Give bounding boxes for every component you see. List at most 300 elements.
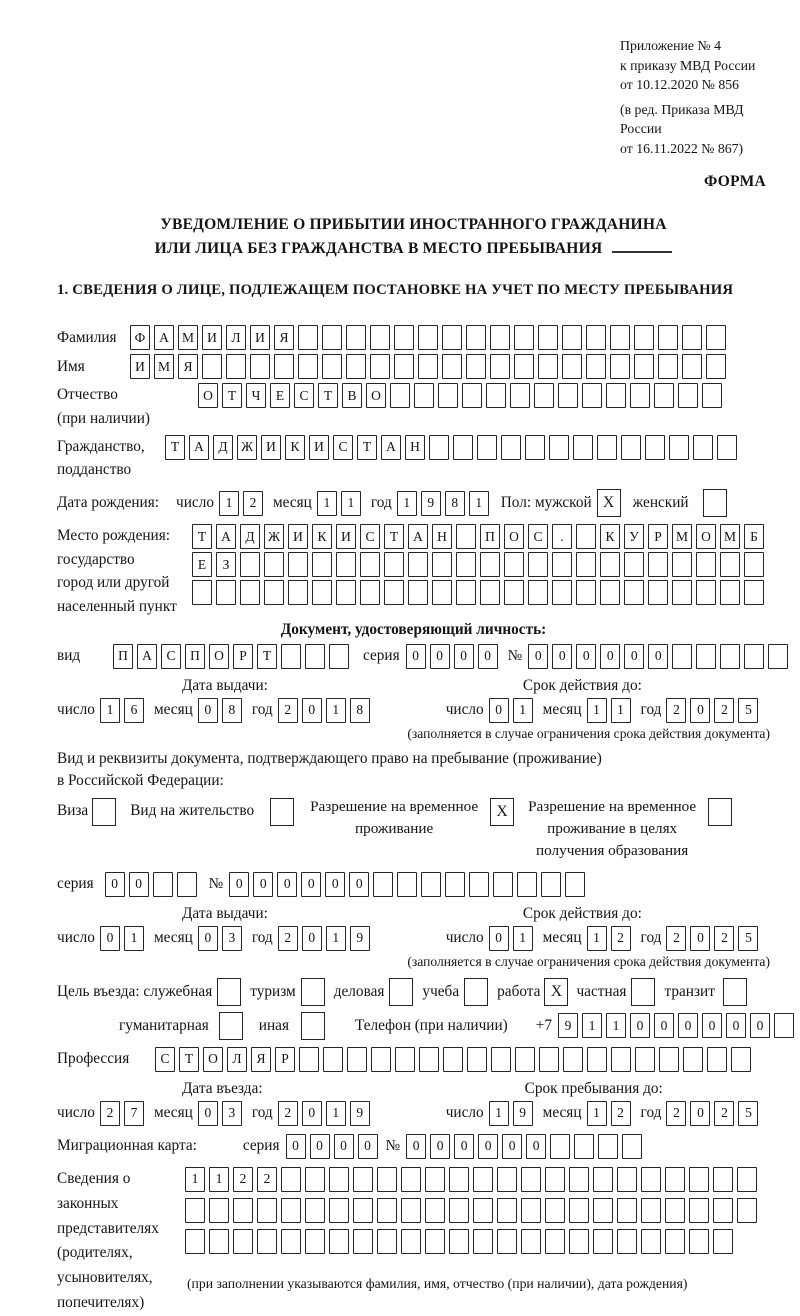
char-box[interactable] <box>576 580 596 605</box>
char-box[interactable]: 1 <box>326 698 346 723</box>
char-box[interactable] <box>517 872 537 897</box>
char-box[interactable] <box>606 383 626 408</box>
char-box[interactable] <box>250 354 270 379</box>
char-box[interactable] <box>534 383 554 408</box>
char-box[interactable] <box>693 435 713 460</box>
char-box[interactable] <box>682 354 702 379</box>
char-box[interactable]: П <box>185 644 205 669</box>
char-box[interactable] <box>490 354 510 379</box>
purpose-transit-checkbox[interactable] <box>723 978 747 1006</box>
char-box[interactable] <box>312 580 332 605</box>
char-box[interactable] <box>449 1167 469 1192</box>
char-box[interactable] <box>299 1047 319 1072</box>
char-box[interactable] <box>550 1134 570 1159</box>
visa-checkbox[interactable] <box>92 798 116 826</box>
char-box[interactable] <box>329 1229 349 1254</box>
char-box[interactable] <box>562 325 582 350</box>
char-box[interactable]: 0 <box>253 872 273 897</box>
char-box[interactable] <box>491 1047 511 1072</box>
char-box[interactable] <box>456 580 476 605</box>
char-box[interactable]: 0 <box>528 644 548 669</box>
char-box[interactable] <box>233 1198 253 1223</box>
char-box[interactable]: 0 <box>702 1013 722 1038</box>
char-box[interactable]: 0 <box>726 1013 746 1038</box>
char-box[interactable] <box>346 354 366 379</box>
char-box[interactable]: 0 <box>198 926 218 951</box>
char-box[interactable]: 0 <box>489 698 509 723</box>
char-box[interactable] <box>153 872 173 897</box>
residence-permit-checkbox[interactable] <box>270 798 294 826</box>
char-box[interactable] <box>501 435 521 460</box>
char-box[interactable]: 0 <box>129 872 149 897</box>
char-box[interactable] <box>414 383 434 408</box>
char-box[interactable] <box>473 1198 493 1223</box>
char-box[interactable]: А <box>408 524 428 549</box>
char-box[interactable] <box>486 383 506 408</box>
char-box[interactable] <box>706 325 726 350</box>
char-box[interactable]: 2 <box>714 926 734 951</box>
char-box[interactable] <box>696 644 716 669</box>
char-box[interactable] <box>394 325 414 350</box>
char-box[interactable]: 1 <box>587 926 607 951</box>
char-box[interactable] <box>538 325 558 350</box>
char-box[interactable] <box>569 1198 589 1223</box>
char-box[interactable] <box>514 354 534 379</box>
char-box[interactable] <box>432 580 452 605</box>
char-box[interactable] <box>720 552 740 577</box>
char-box[interactable]: Ф <box>130 325 150 350</box>
char-box[interactable] <box>360 580 380 605</box>
char-box[interactable]: 0 <box>198 698 218 723</box>
char-box[interactable] <box>192 580 212 605</box>
char-box[interactable] <box>288 580 308 605</box>
char-box[interactable]: 1 <box>326 926 346 951</box>
char-box[interactable] <box>264 552 284 577</box>
char-box[interactable]: Т <box>384 524 404 549</box>
char-box[interactable] <box>442 354 462 379</box>
char-box[interactable] <box>418 354 438 379</box>
char-box[interactable]: 1 <box>326 1101 346 1126</box>
char-box[interactable]: А <box>137 644 157 669</box>
char-box[interactable] <box>737 1198 757 1223</box>
char-box[interactable]: Я <box>274 325 294 350</box>
char-box[interactable] <box>353 1229 373 1254</box>
char-box[interactable]: И <box>288 524 308 549</box>
char-box[interactable] <box>408 580 428 605</box>
char-box[interactable]: 0 <box>302 926 322 951</box>
char-box[interactable] <box>281 644 301 669</box>
char-box[interactable] <box>545 1198 565 1223</box>
char-box[interactable] <box>672 580 692 605</box>
char-box[interactable] <box>504 580 524 605</box>
char-box[interactable]: 9 <box>421 491 441 516</box>
char-box[interactable]: 1 <box>606 1013 626 1038</box>
char-box[interactable] <box>545 1167 565 1192</box>
char-box[interactable] <box>490 325 510 350</box>
char-box[interactable]: 0 <box>358 1134 378 1159</box>
char-box[interactable] <box>611 1047 631 1072</box>
char-box[interactable] <box>281 1167 301 1192</box>
char-box[interactable]: 1 <box>611 698 631 723</box>
char-box[interactable]: И <box>309 435 329 460</box>
char-box[interactable]: 2 <box>243 491 263 516</box>
char-box[interactable] <box>696 552 716 577</box>
char-box[interactable]: 0 <box>552 644 572 669</box>
char-box[interactable] <box>634 325 654 350</box>
char-box[interactable]: 7 <box>124 1101 144 1126</box>
char-box[interactable]: 9 <box>558 1013 578 1038</box>
char-box[interactable] <box>552 580 572 605</box>
char-box[interactable]: 0 <box>277 872 297 897</box>
char-box[interactable]: 0 <box>105 872 125 897</box>
char-box[interactable]: 5 <box>738 698 758 723</box>
char-box[interactable]: Т <box>357 435 377 460</box>
char-box[interactable]: 2 <box>278 698 298 723</box>
char-box[interactable]: А <box>189 435 209 460</box>
char-box[interactable] <box>377 1198 397 1223</box>
char-box[interactable] <box>586 325 606 350</box>
purpose-humanitarian-checkbox[interactable] <box>219 1012 243 1040</box>
char-box[interactable] <box>696 580 716 605</box>
char-box[interactable] <box>538 354 558 379</box>
char-box[interactable]: Я <box>178 354 198 379</box>
char-box[interactable]: Т <box>257 644 277 669</box>
char-box[interactable]: 1 <box>489 1101 509 1126</box>
char-box[interactable] <box>264 580 284 605</box>
char-box[interactable]: 0 <box>301 872 321 897</box>
char-box[interactable]: 1 <box>469 491 489 516</box>
char-box[interactable] <box>353 1167 373 1192</box>
char-box[interactable]: Л <box>227 1047 247 1072</box>
char-box[interactable] <box>659 1047 679 1072</box>
char-box[interactable] <box>713 1167 733 1192</box>
char-box[interactable] <box>689 1198 709 1223</box>
char-box[interactable] <box>645 435 665 460</box>
char-box[interactable] <box>467 1047 487 1072</box>
char-box[interactable] <box>421 872 441 897</box>
char-box[interactable]: М <box>178 325 198 350</box>
char-box[interactable]: 2 <box>666 926 686 951</box>
char-box[interactable] <box>323 1047 343 1072</box>
char-box[interactable]: 2 <box>100 1101 120 1126</box>
char-box[interactable] <box>539 1047 559 1072</box>
char-box[interactable] <box>641 1198 661 1223</box>
char-box[interactable] <box>641 1229 661 1254</box>
char-box[interactable]: 1 <box>209 1167 229 1192</box>
char-box[interactable]: О <box>203 1047 223 1072</box>
char-box[interactable] <box>610 354 630 379</box>
char-box[interactable]: 0 <box>430 644 450 669</box>
char-box[interactable] <box>665 1167 685 1192</box>
char-box[interactable] <box>593 1198 613 1223</box>
char-box[interactable]: 0 <box>302 698 322 723</box>
char-box[interactable]: 0 <box>430 1134 450 1159</box>
char-box[interactable]: 0 <box>624 644 644 669</box>
char-box[interactable] <box>768 644 788 669</box>
char-box[interactable] <box>360 552 380 577</box>
char-box[interactable] <box>569 1167 589 1192</box>
char-box[interactable] <box>445 872 465 897</box>
char-box[interactable]: 0 <box>406 1134 426 1159</box>
char-box[interactable] <box>617 1198 637 1223</box>
char-box[interactable] <box>322 325 342 350</box>
char-box[interactable] <box>576 524 596 549</box>
char-box[interactable]: А <box>381 435 401 460</box>
char-box[interactable] <box>510 383 530 408</box>
char-box[interactable] <box>682 325 702 350</box>
char-box[interactable] <box>558 383 578 408</box>
char-box[interactable] <box>598 1134 618 1159</box>
char-box[interactable] <box>185 1229 205 1254</box>
char-box[interactable] <box>429 435 449 460</box>
char-box[interactable] <box>373 872 393 897</box>
purpose-study-checkbox[interactable] <box>464 978 488 1006</box>
char-box[interactable]: 1 <box>513 698 533 723</box>
char-box[interactable]: 0 <box>526 1134 546 1159</box>
char-box[interactable] <box>545 1229 565 1254</box>
char-box[interactable]: 6 <box>124 698 144 723</box>
char-box[interactable]: С <box>528 524 548 549</box>
char-box[interactable] <box>390 383 410 408</box>
char-box[interactable]: 0 <box>229 872 249 897</box>
char-box[interactable] <box>480 580 500 605</box>
char-box[interactable] <box>641 1167 661 1192</box>
char-box[interactable]: 2 <box>278 1101 298 1126</box>
char-box[interactable]: 2 <box>611 1101 631 1126</box>
char-box[interactable] <box>312 552 332 577</box>
char-box[interactable]: 1 <box>513 926 533 951</box>
char-box[interactable]: 0 <box>286 1134 306 1159</box>
char-box[interactable]: 0 <box>630 1013 650 1038</box>
char-box[interactable]: 0 <box>750 1013 770 1038</box>
char-box[interactable]: Р <box>275 1047 295 1072</box>
char-box[interactable] <box>576 552 596 577</box>
char-box[interactable]: С <box>333 435 353 460</box>
char-box[interactable] <box>658 354 678 379</box>
char-box[interactable] <box>600 552 620 577</box>
char-box[interactable] <box>185 1198 205 1223</box>
char-box[interactable] <box>322 354 342 379</box>
char-box[interactable]: 0 <box>478 644 498 669</box>
char-box[interactable]: С <box>155 1047 175 1072</box>
char-box[interactable] <box>565 872 585 897</box>
char-box[interactable]: 1 <box>341 491 361 516</box>
char-box[interactable]: О <box>366 383 386 408</box>
char-box[interactable]: 8 <box>445 491 465 516</box>
purpose-official-checkbox[interactable] <box>217 978 241 1006</box>
char-box[interactable]: 0 <box>325 872 345 897</box>
char-box[interactable] <box>233 1229 253 1254</box>
char-box[interactable] <box>597 435 617 460</box>
char-box[interactable] <box>298 354 318 379</box>
char-box[interactable] <box>573 435 593 460</box>
char-box[interactable] <box>384 580 404 605</box>
char-box[interactable]: 0 <box>648 644 668 669</box>
char-box[interactable]: Е <box>270 383 290 408</box>
char-box[interactable] <box>453 435 473 460</box>
char-box[interactable]: 0 <box>454 644 474 669</box>
char-box[interactable]: 0 <box>406 644 426 669</box>
char-box[interactable] <box>528 580 548 605</box>
char-box[interactable] <box>713 1198 733 1223</box>
char-box[interactable]: П <box>480 524 500 549</box>
char-box[interactable]: 2 <box>714 698 734 723</box>
char-box[interactable]: . <box>552 524 572 549</box>
temp-residence-checkbox[interactable]: X <box>490 798 514 826</box>
char-box[interactable]: О <box>696 524 716 549</box>
char-box[interactable]: 1 <box>219 491 239 516</box>
char-box[interactable] <box>624 580 644 605</box>
char-box[interactable]: 2 <box>233 1167 253 1192</box>
char-box[interactable] <box>552 552 572 577</box>
char-box[interactable] <box>418 325 438 350</box>
char-box[interactable]: 0 <box>302 1101 322 1126</box>
char-box[interactable] <box>466 325 486 350</box>
char-box[interactable] <box>744 644 764 669</box>
char-box[interactable]: Е <box>192 552 212 577</box>
char-box[interactable] <box>622 1134 642 1159</box>
char-box[interactable] <box>521 1198 541 1223</box>
char-box[interactable] <box>593 1167 613 1192</box>
char-box[interactable] <box>370 325 390 350</box>
char-box[interactable] <box>202 354 222 379</box>
char-box[interactable] <box>466 354 486 379</box>
char-box[interactable] <box>394 354 414 379</box>
char-box[interactable] <box>419 1047 439 1072</box>
char-box[interactable]: Н <box>432 524 452 549</box>
char-box[interactable] <box>707 1047 727 1072</box>
char-box[interactable] <box>397 872 417 897</box>
char-box[interactable] <box>305 1198 325 1223</box>
char-box[interactable] <box>504 552 524 577</box>
char-box[interactable]: И <box>336 524 356 549</box>
char-box[interactable]: О <box>198 383 218 408</box>
char-box[interactable] <box>717 435 737 460</box>
char-box[interactable] <box>493 872 513 897</box>
char-box[interactable] <box>621 435 641 460</box>
char-box[interactable] <box>497 1198 517 1223</box>
char-box[interactable]: 1 <box>397 491 417 516</box>
char-box[interactable] <box>347 1047 367 1072</box>
char-box[interactable] <box>497 1229 517 1254</box>
char-box[interactable] <box>574 1134 594 1159</box>
char-box[interactable] <box>702 383 722 408</box>
char-box[interactable]: Т <box>192 524 212 549</box>
char-box[interactable]: 1 <box>124 926 144 951</box>
char-box[interactable] <box>562 354 582 379</box>
char-box[interactable] <box>774 1013 794 1038</box>
char-box[interactable]: 2 <box>257 1167 277 1192</box>
char-box[interactable] <box>298 325 318 350</box>
char-box[interactable] <box>669 435 689 460</box>
char-box[interactable] <box>449 1229 469 1254</box>
char-box[interactable] <box>329 644 349 669</box>
char-box[interactable] <box>630 383 650 408</box>
char-box[interactable]: У <box>624 524 644 549</box>
char-box[interactable] <box>377 1167 397 1192</box>
char-box[interactable]: 1 <box>582 1013 602 1038</box>
char-box[interactable]: Н <box>405 435 425 460</box>
char-box[interactable] <box>216 580 236 605</box>
sex-male-checkbox[interactable]: X <box>597 489 621 517</box>
char-box[interactable]: 9 <box>513 1101 533 1126</box>
purpose-business-checkbox[interactable] <box>389 978 413 1006</box>
char-box[interactable] <box>401 1198 421 1223</box>
char-box[interactable] <box>408 552 428 577</box>
char-box[interactable] <box>720 644 740 669</box>
char-box[interactable] <box>658 325 678 350</box>
char-box[interactable] <box>634 354 654 379</box>
char-box[interactable] <box>720 580 740 605</box>
char-box[interactable] <box>744 580 764 605</box>
char-box[interactable] <box>346 325 366 350</box>
char-box[interactable] <box>329 1198 349 1223</box>
char-box[interactable]: 0 <box>690 926 710 951</box>
char-box[interactable]: Ж <box>264 524 284 549</box>
char-box[interactable] <box>274 354 294 379</box>
char-box[interactable] <box>515 1047 535 1072</box>
char-box[interactable] <box>288 552 308 577</box>
char-box[interactable]: 2 <box>666 698 686 723</box>
char-box[interactable]: П <box>113 644 133 669</box>
char-box[interactable]: 8 <box>350 698 370 723</box>
char-box[interactable] <box>443 1047 463 1072</box>
char-box[interactable] <box>384 552 404 577</box>
char-box[interactable] <box>563 1047 583 1072</box>
char-box[interactable] <box>654 383 674 408</box>
char-box[interactable]: 0 <box>334 1134 354 1159</box>
char-box[interactable]: С <box>360 524 380 549</box>
char-box[interactable] <box>432 552 452 577</box>
char-box[interactable]: Т <box>222 383 242 408</box>
char-box[interactable] <box>281 1198 301 1223</box>
char-box[interactable]: 5 <box>738 1101 758 1126</box>
char-box[interactable]: Л <box>226 325 246 350</box>
char-box[interactable] <box>549 435 569 460</box>
char-box[interactable] <box>209 1198 229 1223</box>
char-box[interactable]: И <box>261 435 281 460</box>
char-box[interactable]: Я <box>251 1047 271 1072</box>
char-box[interactable] <box>257 1198 277 1223</box>
char-box[interactable] <box>514 325 534 350</box>
char-box[interactable]: 0 <box>100 926 120 951</box>
char-box[interactable] <box>240 580 260 605</box>
char-box[interactable] <box>257 1229 277 1254</box>
char-box[interactable] <box>706 354 726 379</box>
char-box[interactable] <box>689 1229 709 1254</box>
char-box[interactable] <box>713 1229 733 1254</box>
char-box[interactable]: 1 <box>587 698 607 723</box>
char-box[interactable] <box>473 1167 493 1192</box>
char-box[interactable] <box>425 1229 445 1254</box>
char-box[interactable] <box>528 552 548 577</box>
purpose-work-checkbox[interactable]: X <box>544 978 568 1006</box>
char-box[interactable] <box>438 383 458 408</box>
char-box[interactable] <box>329 1167 349 1192</box>
char-box[interactable] <box>541 872 561 897</box>
char-box[interactable]: Д <box>240 524 260 549</box>
purpose-tourism-checkbox[interactable] <box>301 978 325 1006</box>
char-box[interactable]: 0 <box>576 644 596 669</box>
char-box[interactable] <box>353 1198 373 1223</box>
char-box[interactable] <box>617 1167 637 1192</box>
char-box[interactable] <box>586 354 606 379</box>
char-box[interactable] <box>521 1167 541 1192</box>
char-box[interactable]: Р <box>648 524 668 549</box>
char-box[interactable]: 0 <box>690 1101 710 1126</box>
char-box[interactable] <box>281 1229 301 1254</box>
char-box[interactable]: 5 <box>738 926 758 951</box>
